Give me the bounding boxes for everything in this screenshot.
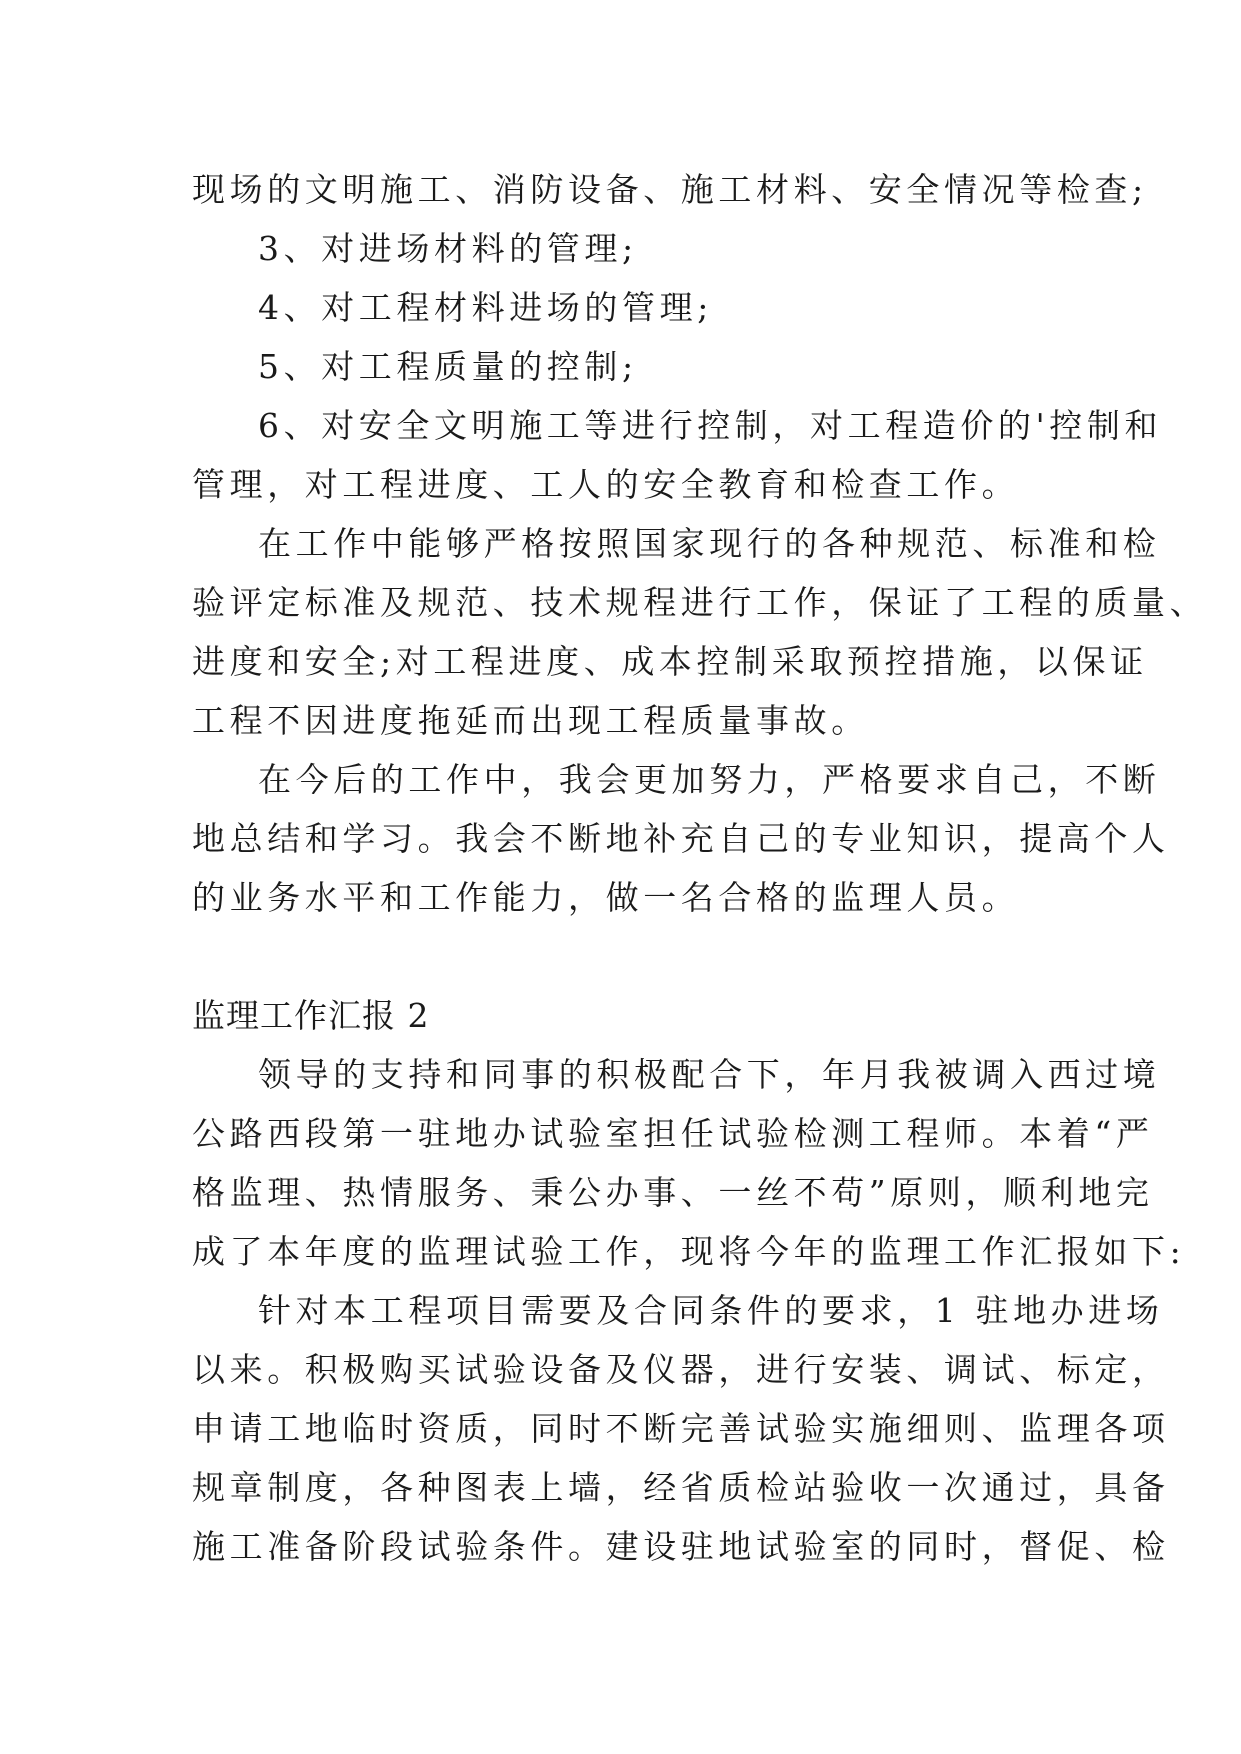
text-line: 工程不因进度拖延而出现工程质量事故。	[192, 701, 869, 740]
text-line: 验评定标准及规范、技术规程进行工作，保证了工程的质量、	[192, 583, 1208, 622]
report-body-part2	[192, 1045, 1186, 1576]
text-line: 3、对进场材料的管理;	[258, 229, 638, 268]
text-line: 在今后的工作中，我会更加努力，严格要求自己，不断	[258, 760, 1161, 799]
text-line: 格监理、热情服务、秉公办事、一丝不苟”原则，顺利地完	[192, 1173, 1154, 1212]
text-line: 规章制度，各种图表上墙，经省质检站验收一次通过，具备	[192, 1468, 1170, 1507]
text-line: 施工准备阶段试验条件。建设驻地试验室的同时，督促、检	[192, 1527, 1170, 1566]
text-line: 公路西段第一驻地办试验室担任试验检测工程师。本着“严	[192, 1114, 1154, 1153]
document-page	[192, 160, 1208, 1576]
text-line: 6、对安全文明施工等进行控制，对工程造价的'控制和	[258, 406, 1163, 445]
text-line: 管理，对工程进度、工人的安全教育和检查工作。	[192, 465, 1020, 504]
text-line: 现场的文明施工、消防设备、施工材料、安全情况等检查;	[192, 170, 1148, 209]
text-line: 的业务水平和工作能力，做一名合格的监理人员。	[192, 878, 1020, 917]
text-line: 领导的支持和同事的积极配合下，年月我被调入西过境	[258, 1055, 1161, 1094]
text-line: 4、对工程材料进场的管理;	[258, 288, 713, 327]
text-line: 5、对工程质量的控制;	[258, 347, 638, 386]
text-line: 进度和安全;对工程进度、成本控制采取预控措施，以保证	[192, 642, 1148, 681]
text-line: 成了本年度的监理试验工作，现将今年的监理工作汇报如下:	[192, 1232, 1186, 1271]
text-line: 针对本工程项目需要及合同条件的要求，1 驻地办进场	[258, 1291, 1164, 1330]
section-title: 监理工作汇报 2	[192, 996, 430, 1035]
report-body-part1	[192, 160, 1208, 927]
text-line: 地总结和学习。我会不断地补充自己的专业知识，提高个人	[192, 819, 1170, 858]
text-line: 在工作中能够严格按照国家现行的各种规范、标准和检	[258, 524, 1161, 563]
text-line: 申请工地临时资质，同时不断完善试验实施细则、监理各项	[192, 1409, 1170, 1448]
text-line: 以来。积极购买试验设备及仪器，进行安装、调试、标定，	[192, 1350, 1170, 1389]
